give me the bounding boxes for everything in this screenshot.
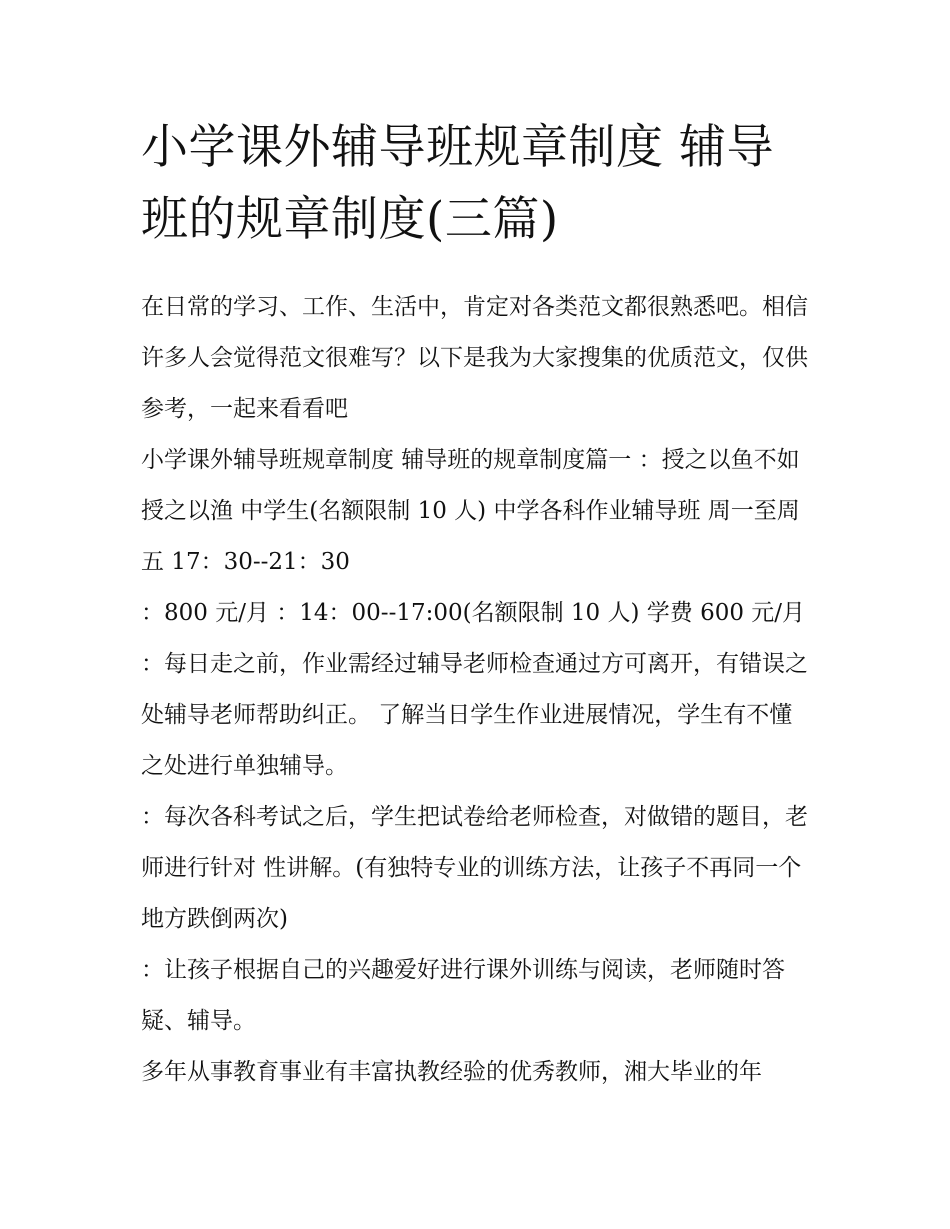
paragraph-exam-review: ：每次各科考试之后，学生把试卷给老师检查，对做错的题目，老师进行针对 性讲解。(有独特专业的训练方法，让孩子不再同一个地方跌倒两次) bbox=[141, 804, 808, 932]
paragraph-fees: ：800 元/月 ：14：00--17:00(名额限制 10 人) 学费 600 元/月 bbox=[141, 600, 806, 626]
paragraph-reading: ：让孩子根据自己的兴趣爱好进行课外训练与阅读，老师随时答疑、辅导。 bbox=[141, 957, 785, 1034]
paragraph-teachers: 多年从事教育事业有丰富执教经验的优秀教师，湘大毕业的年 bbox=[141, 1059, 762, 1085]
paragraph-part-one: 小学课外辅导班规章制度 辅导班的规章制度篇一 ：授之以鱼不如授之以渔 中学生(名额限制 10 人) 中学各科作业辅导班 周一至周五 17：30--21：30 bbox=[141, 447, 800, 575]
paragraph-daily-check: ：每日走之前，作业需经过辅导老师检查通过方可离开，有错误之处辅导老师帮助纠正。 了解当日学生作业进展情况，学生有不懂之处进行单独辅导。 bbox=[141, 651, 808, 779]
document-page bbox=[141, 112, 813, 1098]
document-title: 小学课外辅导班规章制度 辅导班的规章制度(三篇) bbox=[141, 120, 774, 247]
paragraph-intro: 在日常的学习、工作、生活中，肯定对各类范文都很熟悉吧。相信许多人会觉得范文很难写？以下是我为大家搜集的优质范文，仅供参考，一起来看看吧 bbox=[141, 294, 808, 422]
document-body bbox=[141, 282, 813, 1098]
